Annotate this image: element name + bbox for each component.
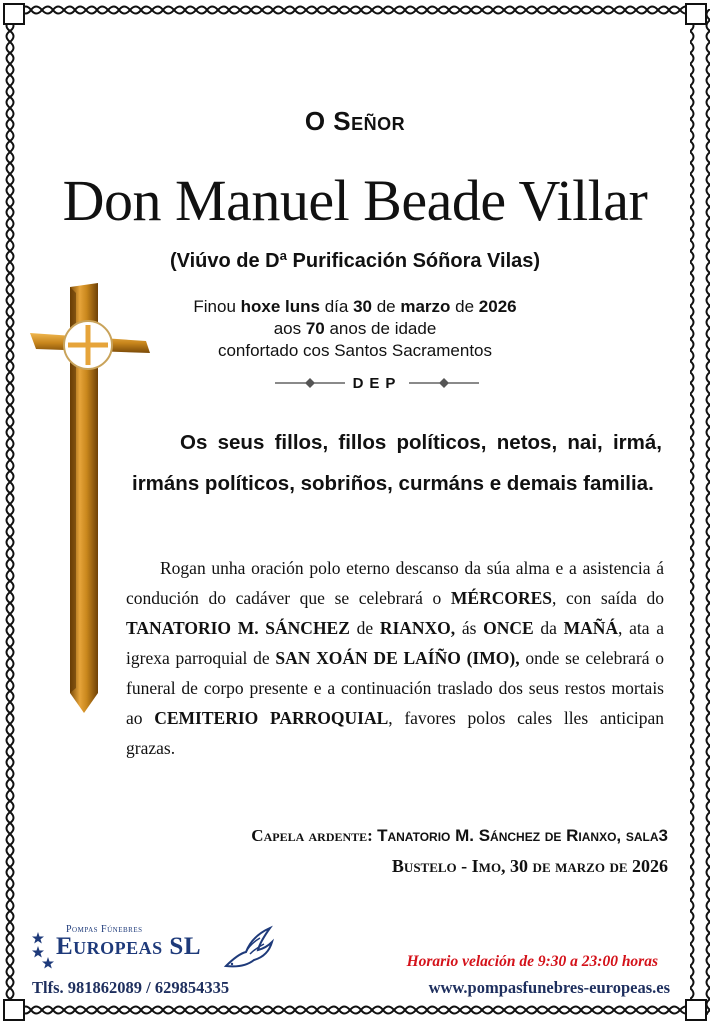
dep-divider [258,373,496,393]
vigil-hours: Horario velación de 9:30 a 23:00 horas [406,953,658,970]
website-link[interactable]: www.pompasfunebres-europeas.es [428,978,670,997]
left-ornament-line [275,377,345,389]
funeral-details: Rogan unha oración polo eterno descanso da súa alma e a asistencia á condución do cadáver que se celebrará o MÉRCORES, con saída do TANATORIO M. SÁNCHEZ de RIANXO, ás ONCE da MAÑÁ, ata a igrexa parroquial de SAN XOÁN DE LAÍÑO (IMO), onde se celebrará o funeral de corpo presente e a continuación traslado dos seus restos mortais ao CEMITERIO PARROQUIAL, favores polos cales lles anticipan grazas. [126,558,665,758]
dep-text: DEP [352,374,402,392]
death-line-2: aos 70 anos de idade [273,319,437,338]
capela-label: Capela ardente: [251,826,373,845]
stars-icon [30,930,58,970]
right-ornament-line [409,377,479,389]
widower-line: (Viúvo de Dª Purificación Sóñora Vilas) [169,250,541,272]
death-line-1: Finou hoxe luns día 30 de marzo de 2026 [193,297,517,316]
phone-numbers: Tlfs. 981862089 / 629854335 [32,978,230,997]
place-date: Bustelo - Imo, 30 de marzo de 2026 [391,856,668,876]
heading: O Señor [304,106,406,136]
logo-tagline: Pompas Fúnebres [66,924,143,935]
logo-name: Europeas SL [56,933,202,960]
capela-ardente [251,826,668,846]
dove-icon [216,924,276,974]
deceased-name: Don Manuel Beade Villar [62,168,648,233]
capela-value: Tanatorio M. Sánchez de Rianxo, sala3 [377,826,668,845]
family-mourners: Os seus fillos, fillos políticos, netos, nai, irmá, irmáns políticos, sobriños, curmáns e demais familia. [132,431,662,495]
death-line-3: confortado cos Santos Sacramentos [217,341,493,360]
company-logo [30,924,280,974]
